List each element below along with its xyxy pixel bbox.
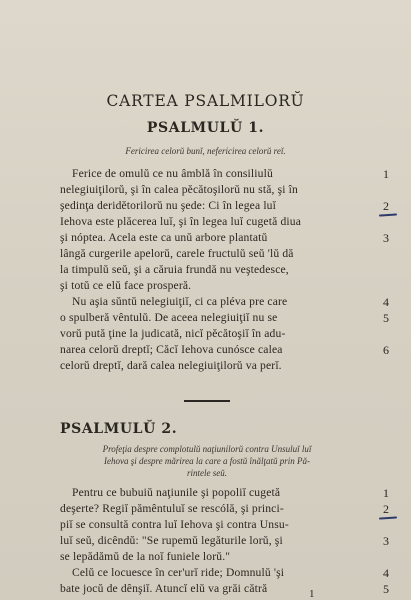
verse-number: 6 xyxy=(383,343,389,357)
page-number: 1 xyxy=(309,588,315,600)
psalm-1-line: lângă curgerile apelorŭ, carele fructulŭ seŭ 'lŭ dă xyxy=(60,247,294,260)
psalm-2-line: Celŭ ce locuesce în cer'urĭ ride; Domnulŭ 'şi xyxy=(72,566,285,579)
psalm-2-line: bate jocŭ de dênşiĭ. Atuncĭ elŭ va grăi cătră xyxy=(60,582,268,595)
psalm-2-subtitle-line: Profeţia despre complotulŭ naţiunilorŭ contra Unsuluĭ luĭ xyxy=(102,444,312,454)
psalm-1-heading xyxy=(0,120,411,136)
psalm-1-line: Nu aşia sŭntŭ nelegiuiţiĭ, ci ca pléva pre care xyxy=(72,295,288,308)
psalm-1-line: şedinţa deridĕtorilorŭ nu şede: Ci în legea luĭ xyxy=(60,199,277,212)
psalm-1-line: la timpulŭ seŭ, şi a căruia frundă nu veştedesce, xyxy=(60,263,289,276)
psalm-1-line: Iehova este plăcerea luĭ, şi în legea luĭ cugetă diua xyxy=(60,215,302,228)
psalm-2-line: Pentru ce bubuiŭ naţiunile şi popoliĭ cugetă xyxy=(72,486,281,499)
verse-number: 4 xyxy=(383,566,389,580)
psalm-2-subtitle-line: rintele seŭ. xyxy=(187,468,227,478)
psalm-2-line: se lepădămŭ de la noĭ funiele lorŭ." xyxy=(60,550,231,563)
psalm-1-line: şi nóptea. Acela este ca unŭ arbore plantatŭ xyxy=(60,231,268,244)
verse-number: 3 xyxy=(383,231,389,245)
psalm-1-line: narea celorŭ dreptĭ; Căcĭ Iehova cunósce calea xyxy=(60,343,283,356)
verse-number: 2 xyxy=(383,502,389,516)
verse-number: 1 xyxy=(383,167,389,181)
psalm-2-number: 2. xyxy=(161,421,178,437)
psalm-1-line: nelegiuiţilorŭ, şi în calea pĕcătoşilorŭ nu stă, şi în xyxy=(60,183,298,196)
psalm-2-line: deşerte? Regiĭ pămêntuluĭ se rescólă, şi princi- xyxy=(60,502,284,515)
psalm-1-heading-label: PSALMULŬ xyxy=(146,120,243,136)
pen-underline-mark xyxy=(379,213,397,216)
verse-number: 1 xyxy=(383,486,389,500)
psalm-1-subtitle: Fericirea celorŭ bunĭ, nefericirea celorŭ reĭ. xyxy=(125,146,286,156)
psalm-1-line: celorŭ dreptĭ, dară calea nelegiuiţilorŭ va perĭ. xyxy=(60,359,282,372)
book-title: CARTEA PSALMILORŬ xyxy=(106,92,305,110)
verse-number: 2 xyxy=(383,199,389,213)
psalm-1-line: Ferice de omulŭ ce nu âmblă în consiliulŭ xyxy=(72,167,273,180)
psalm-1-line: o spulberă vêntulŭ. De aceea nelegiuiţiĭ nu se xyxy=(60,311,278,324)
verse-number: 4 xyxy=(383,295,389,309)
psalm-2-subtitle-line: Iehova şi despre mărirea la care a fostŭ înălţatŭ prin Pă- xyxy=(104,456,310,466)
psalm-2-line: piĭ se consultă contra luĭ Iehova şi contra Unsu- xyxy=(60,518,289,531)
verse-number: 3 xyxy=(383,534,389,548)
verse-number: 5 xyxy=(383,582,389,596)
psalm-1-line: vorŭ pută ţine la judicată, nicĭ pĕcătoşiĭ în adu- xyxy=(60,327,286,340)
psalm-2-heading-label: PSALMULŬ xyxy=(60,421,156,437)
verse-number: 5 xyxy=(383,311,389,325)
psalm-2-line: luĭ seŭ, dicêndŭ: "Se rupemŭ legăturile lorŭ, şi xyxy=(60,534,283,547)
psalm-1-number: 1. xyxy=(248,120,265,136)
psalm-1-line: şi totŭ ce elŭ face prosperă. xyxy=(60,279,192,292)
pen-underline-mark xyxy=(379,516,397,519)
psalm-2-heading xyxy=(60,421,177,437)
section-divider xyxy=(184,400,230,402)
